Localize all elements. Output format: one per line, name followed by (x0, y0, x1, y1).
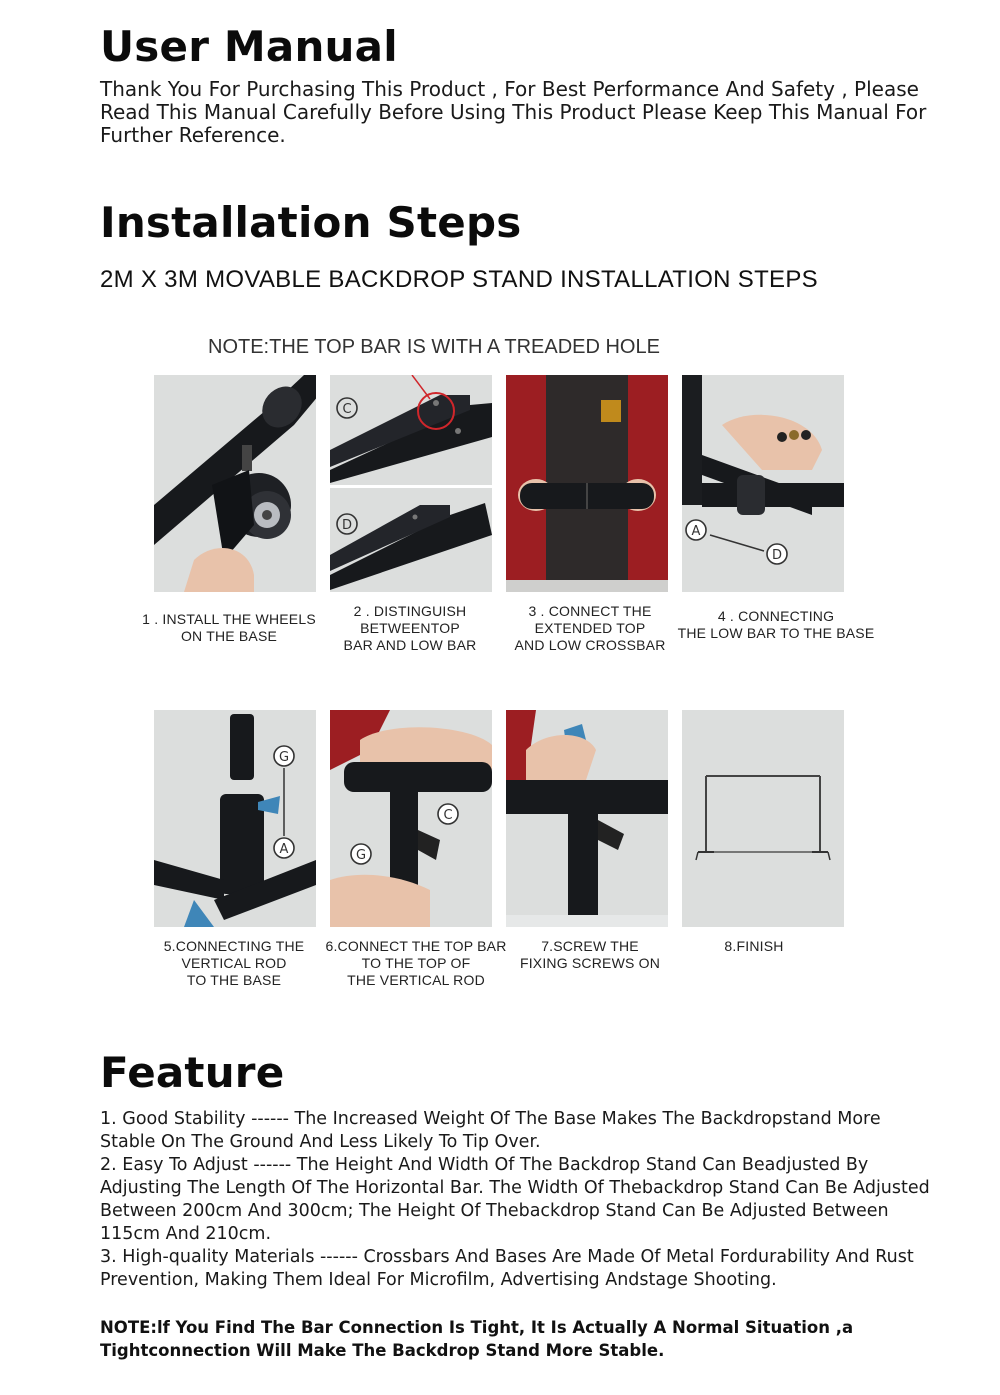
step-6-photo (330, 710, 492, 927)
label-a: A (691, 524, 701, 539)
label-c-2: C (443, 808, 453, 823)
feature-item-stability: 1. Good Stability ------ The Increased Weight Of The Base Makes The Backdropstand More Stable On The Ground And Less Likely To Tip Over. (100, 1109, 881, 1152)
label-d: D (341, 518, 353, 533)
step-7-photo (506, 710, 668, 927)
installation-subtitle: 2M X 3M MOVABLE BACKDROP STAND INSTALLATION STEPS (100, 266, 818, 293)
label-g-2: G (355, 848, 367, 863)
feature-list (100, 1108, 940, 1292)
step-8-caption: 8.FINISH (724, 938, 784, 954)
step-8-photo (682, 710, 844, 927)
label-g: G (278, 750, 290, 765)
installation-title: Installation Steps (100, 198, 522, 247)
step-4-caption: 4 . CONNECTING THE LOW BAR TO THE BASE (677, 608, 875, 641)
feature-title: Feature (100, 1048, 285, 1097)
feature-item-adjust: 2. Easy To Adjust ------ The Height And Width Of The Backdrop Stand Can Beadjusted By Adjusting The Length Of The Horizontal Bar. The Width Of Thebackdrop Stand Can Be Adjusted Between 200cm And 300cm; The Height Of Thebackdrop Stand Can Be Adjusted Between 115cm And 210cm. (100, 1155, 930, 1244)
step-5-caption: 5.CONNECTING THE VERTICAL ROD TO THE BASE (163, 938, 305, 988)
top-bar-note: NOTE:THE TOP BAR IS WITH A TREADED HOLE (208, 336, 660, 358)
bottom-note: NOTE:lf You Find The Bar Connection Is Tight, It Is Actually A Normal Situation ,a Tightconnection Will Make The Backdrop Stand More Stable. (100, 1318, 854, 1360)
label-c: C (342, 402, 352, 417)
step-2-photo (330, 375, 492, 592)
step-7-caption: 7.SCREW THE FIXING SCREWS ON (519, 938, 661, 971)
step-5-photo (154, 710, 316, 927)
step-3-photo (506, 375, 668, 592)
label-a-2: A (279, 842, 289, 857)
step-2-caption: 2 . DISTINGUISH BETWEENTOP BAR AND LOW BAR (343, 603, 477, 653)
step-1-photo (154, 375, 316, 592)
feature-item-materials: 3. High-quality Materials ------ Crossbars And Bases Are Made Of Metal Fordurability And Rust Prevention, Making Them Ideal For Microfilm, Advertising Andstage Shooting. (100, 1247, 914, 1290)
step-4-photo (682, 375, 844, 592)
intro-text: Thank You For Purchasing This Product , For Best Performance And Safety , Please Read This Manual Carefully Before Using This Product Please Keep This Manual For Further Reference. (100, 77, 927, 147)
user-manual-title: User Manual (100, 22, 398, 71)
step-6-caption: 6.CONNECT THE TOP BAR TO THE TOP OF THE VERTICAL ROD (325, 938, 507, 988)
label-d-2: D (771, 548, 783, 563)
step-3-caption: 3 . CONNECT THE EXTENDED TOP AND LOW CROSSBAR (514, 603, 666, 653)
step-1-caption: 1 . INSTALL THE WHEELS ON THE BASE (142, 611, 316, 644)
